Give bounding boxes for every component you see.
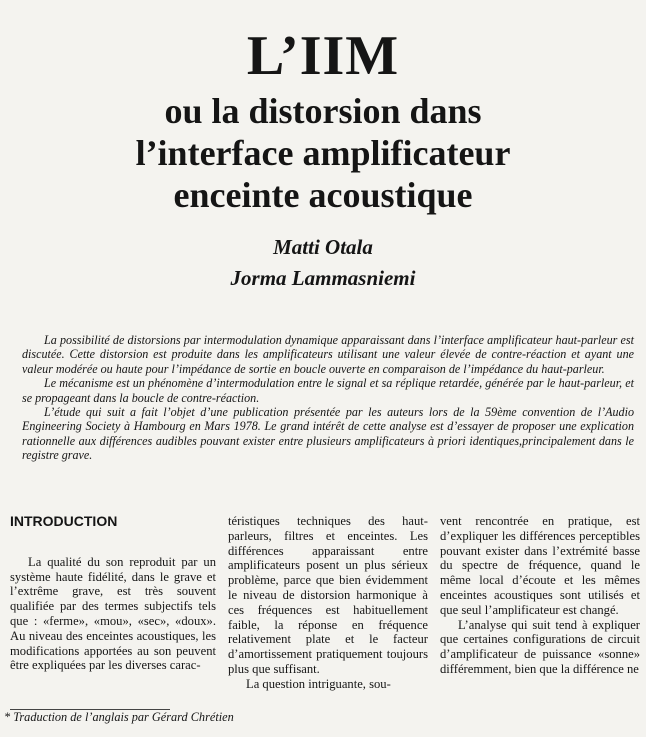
authors [0,232,646,294]
subtitle-line: l’interface amplificateur [135,133,511,173]
article-title: L’IIM [246,25,400,87]
section-heading: INTRODUCTION [10,513,118,529]
body-paragraph: vent rencontrée en pratique, est d’expliquer les différences perceptibles pouvant exister dans l’extrémité basse du spectre de fréquence, quand le même local d’écoute et les mêmes enceintes acoustiques sont utilisés et que seul l’amplificateur est changé. [440,514,640,617]
footnote: * Traduction de l’anglais par Gérard Chrétien [4,710,234,724]
body-column-3 [440,514,640,677]
abstract-paragraph: L’étude qui suit a fait l’objet d’une publication présentée par les auteurs lors de la 59ème convention de l’Audio Engineering Society à Hambourg en Mars 1978. Le grand intérêt de cette analyse est d’essayer de proposer une explication rationnelle aux différences audibles pouvant exister entre plusieurs amplificateurs à priori identiques,principalement dans le registre grave. [22,405,634,463]
body-paragraph: La question intriguante, sou- [246,676,391,691]
abstract-paragraph: La possibilité de distorsions par intermodulation dynamique apparaissant dans l’interface amplificateur haut-parleur est discutée. Cette distorsion est produite dans les amplificateurs utilisant une valeur élevée de contre-réaction et ayant une valeur modérée ou haute pour l’impédance de sortie en boucle ouverte en comparaison de l’impédance du haut-parleur. [22,333,634,376]
body-paragraph: L’analyse qui suit tend à expliquer que certaines configurations de circuit d’amplificateur de puissance «sonne» différemment, bien que la différence ne [440,617,640,676]
body-paragraph: La qualité du son reproduit par un système haute fidélité, dans le grave et l’extrême grave, est très souvent qualifiée par des termes subjectifs tels que : «ferme», «mou», «sec», «doux». Au niveau des enceintes acoustiques, les modifications apportées au son peuvent être expliquées par les diverses carac- [10,554,216,673]
body-paragraph: téristiques techniques des haut-parleurs, filtres et enceintes. Les différences apparaissant entre amplificateurs posent un plus sérieux problème, parce que bien évidemment le niveau de distorsion harmonique à ces fréquences est habituellement faible, la réponse en fréquence relativement plate et le facteur d’amortissement pratiquement toujours plus que suffisant. [228,514,428,676]
subtitle-line: enceinte acoustique [173,175,473,215]
article-subtitle [0,90,646,216]
author-name: Jorma Lammasniemi [230,266,416,290]
author-name: Matti Otala [273,235,373,259]
body-column-1 [10,514,216,673]
abstract-paragraph: Le mécanisme est un phénomène d’intermodulation entre le signal et sa réplique retardée, générée par le haut-parleur, et se propageant dans la boucle de contre-réaction. [22,376,634,405]
body-column-2 [228,514,428,692]
subtitle-line: ou la distorsion dans [164,91,482,131]
abstract [22,333,634,463]
